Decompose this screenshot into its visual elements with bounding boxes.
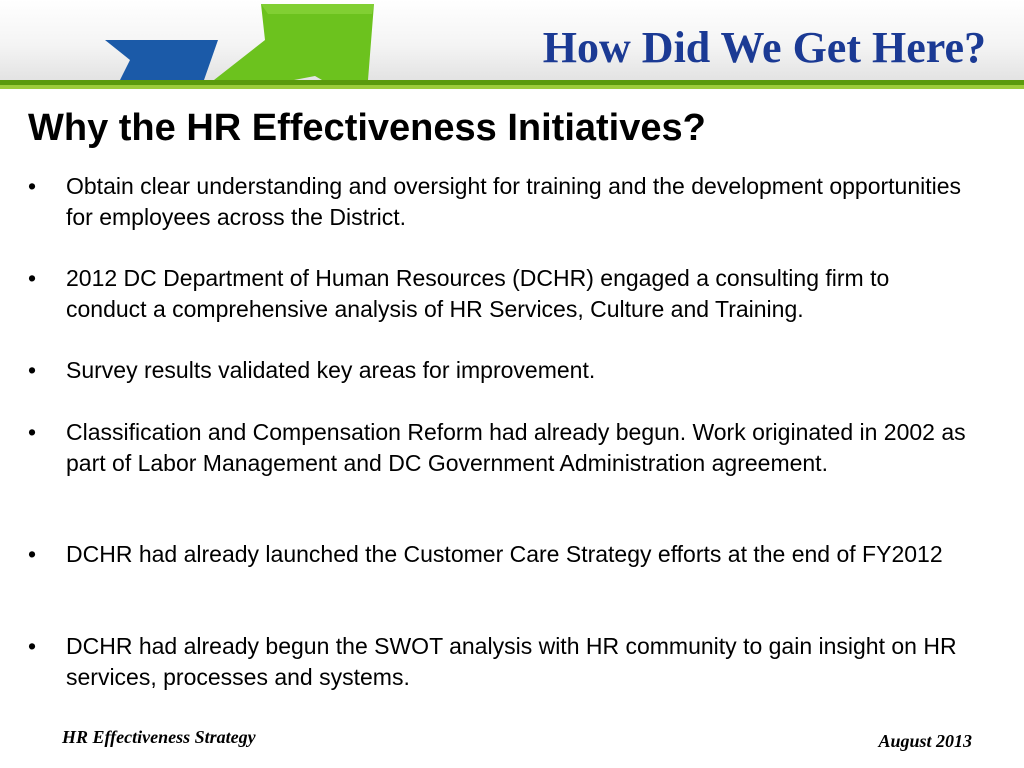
bullet-marker: • [28, 633, 37, 659]
blue-arrow-icon [105, 40, 218, 80]
arrow-logo-icon [100, 0, 380, 82]
bullet-item [28, 539, 968, 570]
green-arrow-icon [214, 4, 374, 80]
bullet-text: Classification and Compensation Reform had already begun. Work originated in 2002 as part of Labor Management and DC Government Administration agreement. [66, 419, 966, 476]
bullet-text: 2012 DC Department of Human Resources (DCHR) engaged a consulting firm to conduct a comprehensive analysis of HR Services, Culture and Training. [66, 265, 890, 322]
bullet-text: DCHR had already launched the Customer Care Strategy efforts at the end of FY2012 [66, 541, 943, 567]
section-heading: Why the HR Effectiveness Initiatives? [28, 107, 706, 149]
bullet-item [28, 263, 968, 325]
bullet-marker: • [28, 541, 37, 567]
header-rule-accent [0, 85, 1024, 89]
slide-title: How Did We Get Here? [542, 23, 986, 72]
bullet-item [28, 171, 968, 233]
footer-strategy-label: HR Effectiveness Strategy [62, 727, 256, 747]
bullet-text: DCHR had already begun the SWOT analysis with HR community to gain insight on HR services, processes and systems. [66, 633, 957, 690]
bullet-text: Survey results validated key areas for improvement. [66, 357, 596, 383]
bullet-text: Obtain clear understanding and oversight for training and the development opportunities for employees across the District. [66, 173, 962, 230]
bullet-item [28, 417, 968, 479]
bullet-item [28, 631, 968, 693]
bullet-marker: • [28, 265, 37, 291]
bullet-marker: • [28, 357, 37, 383]
bullet-marker: • [28, 173, 37, 199]
bullet-marker: • [28, 419, 37, 445]
footer-date: August 2013 [878, 731, 972, 751]
bullet-item [28, 355, 968, 386]
